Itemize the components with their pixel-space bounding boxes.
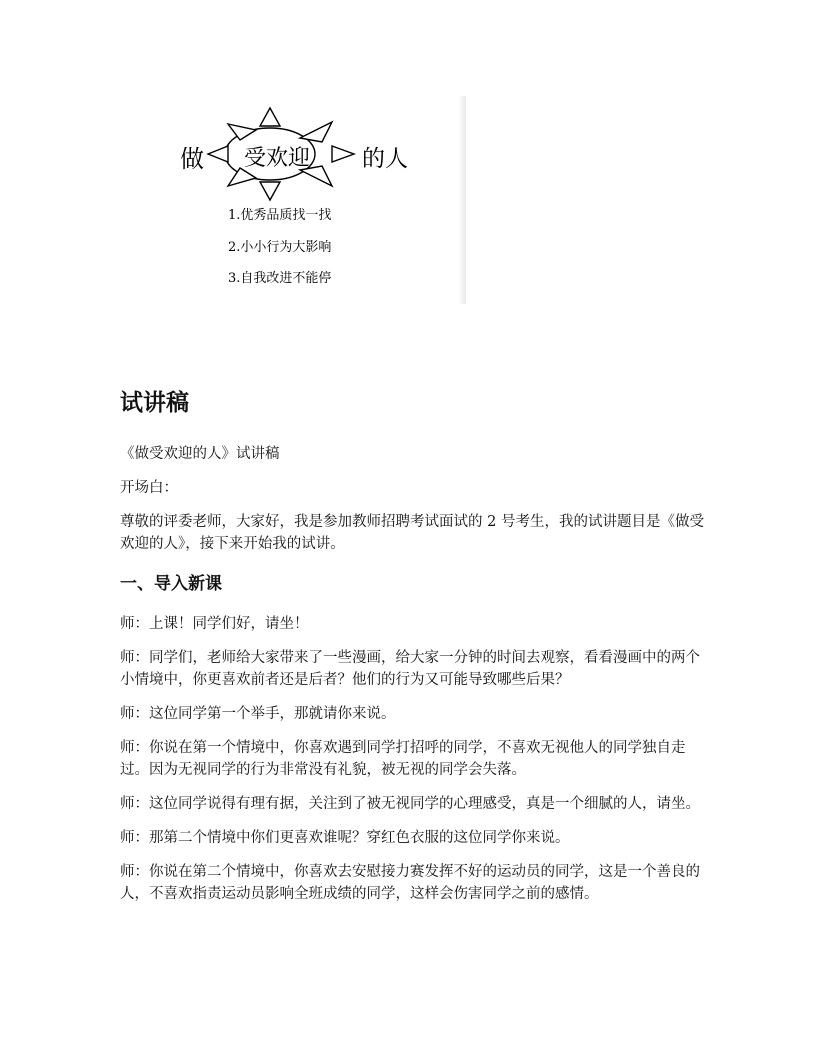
- paragraph: 师：同学们，老师给大家带来了一些漫画，给大家一分钟的时间去观察，看看漫画中的两个小情境中，你更喜欢前者还是后者？他们的行为又可能导致哪些后果？: [120, 650, 700, 688]
- document-body: [120, 387, 710, 917]
- doc-subtitle: 《做受欢迎的人》试讲稿: [120, 446, 280, 462]
- ray-right: [332, 146, 354, 162]
- opening-label: 开场白：: [120, 480, 178, 496]
- figure-shadow: [458, 96, 466, 304]
- opening-text: 尊敬的评委老师，大家好，我是参加教师招聘考试面试的 2 号考生，我的试讲题目是《做受欢迎的人》，接下来开始我的试讲。: [120, 514, 704, 552]
- ray-top: [260, 108, 280, 126]
- section-heading: 一、导入新课: [120, 574, 222, 594]
- figure-left-char: 做: [180, 145, 204, 173]
- paragraph: 师：这位同学第一个举手，那就请你来说。: [120, 706, 396, 722]
- paragraph: 师：你说在第二个情境中，你喜欢去安慰接力赛发挥不好的运动员的同学，这是一个善良的人，不喜欢指责运动员影响全班成绩的同学，这样会伤害同学之前的感情。: [120, 864, 700, 902]
- ray-top-right: [300, 122, 332, 142]
- paragraph: 师：你说在第一个情境中，你喜欢遇到同学打招呼的同学，不喜欢无视他人的同学独自走过。因为无视同学的行为非常没有礼貌，被无视的同学会失落。: [120, 740, 686, 778]
- figure-center-text: 受欢迎: [244, 146, 311, 171]
- figure-item: 1.优秀品质找一找: [228, 208, 332, 223]
- ray-bottom: [260, 182, 280, 200]
- doc-title: 试讲稿: [120, 390, 189, 416]
- lesson-figure: [172, 96, 466, 304]
- paragraph: 师：那第二个情境中你们更喜欢谁呢？穿红色衣服的这位同学你来说。: [120, 830, 570, 846]
- paragraph: 师：这位同学说得有理有据，关注到了被无视同学的心理感受，真是一个细腻的人，请坐。: [120, 796, 700, 812]
- figure-item: 3.自我改进不能停: [228, 271, 332, 286]
- ray-left: [208, 146, 228, 162]
- paragraph: 师：上课！同学们好，请坐！: [120, 616, 309, 632]
- figure-item: 2.小小行为大影响: [228, 240, 332, 255]
- figure-right-text: 的人: [362, 146, 408, 172]
